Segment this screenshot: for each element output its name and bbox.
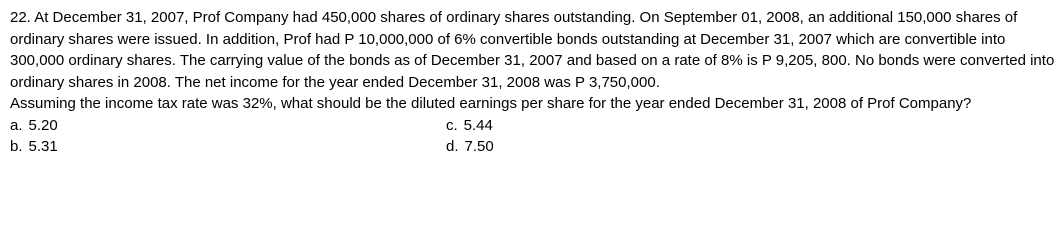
answer-choices — [10, 115, 1056, 159]
choice-c — [446, 115, 493, 137]
choice-a — [10, 115, 58, 137]
choice-letter: d. — [446, 138, 459, 155]
choice-text: 5.20 — [28, 116, 58, 134]
choice-text: 5.31 — [28, 138, 58, 155]
question-block — [10, 7, 1056, 159]
choice-letter: b. — [10, 138, 23, 155]
choice-letter: c. — [446, 116, 458, 134]
question-prompt: Assuming the income tax rate was 32%, what should be the diluted earnings per share for the year ended December 31, 2008 of Prof Company? — [10, 95, 972, 112]
choice-b — [10, 136, 58, 158]
choice-d — [446, 136, 494, 158]
question-stem: 22. At December 31, 2007, Prof Company had 450,000 shares of ordinary shares outstanding. On September 01, 2008, an additional 150,000 shares of ordinary shares were issued. In addition, Prof had P 10,000,000 of 6% convertible bonds outstanding at December 31, 2007 which are convertible into 300,000 ordinary shares. The carrying value of the bonds as of December 31, 2007 and based on a rate of 8% is P 9,205, 800. No bonds were converted into ordinary shares in 2008. The net income for the year ended December 31, 2008 was P 3,750,000. — [10, 9, 1055, 91]
choice-text: 7.50 — [464, 138, 494, 155]
choice-text: 5.44 — [463, 116, 493, 134]
choice-letter: a. — [10, 116, 23, 134]
